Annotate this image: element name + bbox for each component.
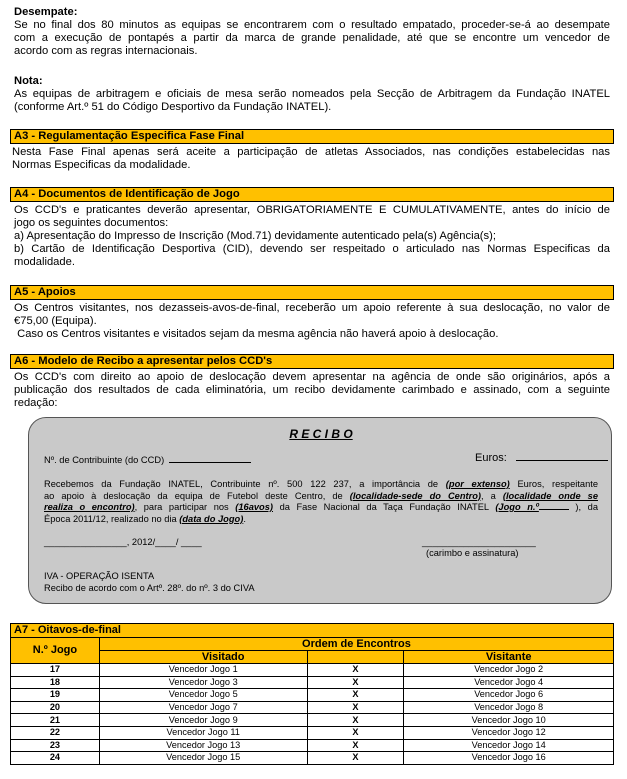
col-x-header bbox=[307, 651, 404, 664]
table-row bbox=[11, 701, 614, 714]
cell-visitado: Vencedor Jogo 7 bbox=[99, 701, 307, 714]
a6-line: redação: bbox=[14, 397, 58, 409]
col-visitado-header: Visitado bbox=[99, 651, 307, 664]
desempate-line: com a execução de pontapés a partir da marca de grande penalidade, até que se encontre um vencedor de bbox=[14, 32, 610, 44]
cell-jogo: 24 bbox=[11, 752, 100, 765]
table-row bbox=[11, 739, 614, 752]
cell-jogo: 22 bbox=[11, 726, 100, 739]
a3-line: Normas Especificas da modalidade. bbox=[12, 159, 191, 171]
cell-visitante: Vencedor Jogo 4 bbox=[404, 676, 614, 689]
cell-visitante: Vencedor Jogo 2 bbox=[404, 664, 614, 677]
receipt-text: , para participar nos bbox=[134, 502, 229, 512]
nota-line: (conforme Art.º 51 do Código Desportivo da Fundação INATEL). bbox=[14, 101, 332, 113]
cell-visitante: Vencedor Jogo 16 bbox=[404, 752, 614, 765]
a6-line: Os CCD's com direito ao apoio de deslocação devem apresentar na agência de onde são originários, após a bbox=[14, 371, 610, 383]
receipt-field-extenso: (por extenso) bbox=[445, 479, 510, 489]
receipt-field-localidade-encontro-end: realiza o encontro) bbox=[44, 502, 135, 512]
nota-title: Nota: bbox=[14, 75, 43, 87]
a6-line: publicação dos resultados de cada eliminatória, um recibo devidamente carimbado e assinado, com a seguinte bbox=[14, 384, 610, 396]
cell-visitante: Vencedor Jogo 8 bbox=[404, 701, 614, 714]
cell-visitado: Vencedor Jogo 15 bbox=[99, 752, 307, 765]
nota-section bbox=[14, 75, 610, 114]
receipt-field-16avos: (16avos) bbox=[235, 502, 273, 512]
receipt-box bbox=[28, 417, 612, 604]
cell-visitado: Vencedor Jogo 5 bbox=[99, 689, 307, 702]
receipt-line-4 bbox=[44, 514, 598, 526]
col-jogo-header: N.º Jogo bbox=[11, 638, 100, 664]
a4-line: a) Apresentação do Impresso de Inscrição (Mod.71) devidamente autenticado pela(s) Agência(s); bbox=[14, 230, 496, 242]
receipt-text: , a bbox=[481, 490, 496, 501]
table-row bbox=[11, 726, 614, 739]
a5-header: A5 - Apoios bbox=[10, 285, 614, 300]
receipt-text: da Fase Nacional da Taça Fundação INATEL bbox=[279, 502, 489, 512]
a4-line: modalidade. bbox=[14, 256, 75, 268]
a4-body bbox=[14, 204, 610, 269]
desempate-section bbox=[14, 6, 610, 58]
contribuinte-blank bbox=[169, 462, 251, 463]
signature-label: (carimbo e assinatura) bbox=[426, 548, 519, 558]
a5-line: Os Centros visitantes, nos dezasseis-avos-de-final, receberão um apoio referente à sua deslocação, no valor de bbox=[14, 302, 610, 314]
iva-line: IVA - OPERAÇÃO ISENTA bbox=[44, 571, 155, 581]
table-row bbox=[11, 689, 614, 702]
receipt-text: Euros, respeitante bbox=[517, 479, 599, 489]
a6-header: A6 - Modelo de Recibo a apresentar pelos CCD's bbox=[10, 354, 614, 369]
receipt-text: ao apoio à deslocação da equipa de Futebol deste Centro, de bbox=[44, 490, 343, 501]
receipt-field-localidade-encontro: (localidade onde se bbox=[502, 490, 598, 501]
cell-visitado: Vencedor Jogo 9 bbox=[99, 714, 307, 727]
cell-x: X bbox=[307, 664, 404, 677]
jogo-blank bbox=[539, 509, 569, 510]
cell-visitado: Vencedor Jogo 11 bbox=[99, 726, 307, 739]
receipt-line-2 bbox=[44, 491, 598, 503]
a5-line: €75,00 (Equipa). bbox=[14, 315, 97, 327]
a6-body bbox=[14, 371, 610, 410]
cell-jogo: 19 bbox=[11, 689, 100, 702]
euros-blank bbox=[516, 460, 608, 461]
a3-line: Nesta Fase Final apenas será aceite a participação de atletas Associados, nas condições estabelecidas nas bbox=[12, 146, 610, 158]
receipt-text: . bbox=[243, 513, 246, 524]
cell-x: X bbox=[307, 726, 404, 739]
receipt-line-3 bbox=[44, 502, 598, 514]
desempate-title: Desempate: bbox=[14, 6, 78, 18]
cell-x: X bbox=[307, 701, 404, 714]
euros-row bbox=[475, 453, 608, 465]
table-row bbox=[11, 676, 614, 689]
cell-jogo: 18 bbox=[11, 676, 100, 689]
cell-visitante: Vencedor Jogo 6 bbox=[404, 689, 614, 702]
cell-x: X bbox=[307, 714, 404, 727]
receipt-text: ), da bbox=[575, 502, 598, 512]
a4-line: b) Cartão de Identificação Desportiva (CID), devendo ser respeitado o articulado nas Normas Especificas da bbox=[14, 243, 610, 255]
table-row bbox=[11, 714, 614, 727]
cell-x: X bbox=[307, 689, 404, 702]
a4-line: jogo os seguintes documentos: bbox=[14, 217, 169, 229]
receipt-text: Recebemos da Fundação INATEL, Contribuinte nº. 500 122 237, a importância de bbox=[44, 479, 439, 489]
table-row bbox=[11, 664, 614, 677]
cell-jogo: 17 bbox=[11, 664, 100, 677]
receipt-text: Época 2011/12, realizado no dia bbox=[44, 513, 177, 524]
contribuinte-label: Nº. de Contribuinte (do CCD) bbox=[44, 455, 165, 465]
cell-visitado: Vencedor Jogo 13 bbox=[99, 739, 307, 752]
cell-visitado: Vencedor Jogo 3 bbox=[99, 676, 307, 689]
receipt-field-data: (data do Jogo) bbox=[179, 513, 244, 524]
euros-label: Euros: bbox=[475, 452, 507, 464]
cell-visitante: Vencedor Jogo 10 bbox=[404, 714, 614, 727]
oitavos-table bbox=[10, 623, 614, 765]
cell-x: X bbox=[307, 739, 404, 752]
civa-line: Recibo de acordo com o Artº. 28º. do nº. 3 do CIVA bbox=[44, 583, 255, 593]
a3-body bbox=[12, 146, 610, 172]
receipt-field-jogo: (Jogo n.º bbox=[495, 502, 539, 512]
col-ordem-header: Ordem de Encontros bbox=[99, 638, 613, 651]
cell-jogo: 21 bbox=[11, 714, 100, 727]
date-line: ________________, 2012/____/ ____ bbox=[44, 537, 202, 547]
cell-visitante: Vencedor Jogo 14 bbox=[404, 739, 614, 752]
col-visitante-header: Visitante bbox=[404, 651, 614, 664]
receipt-line-1 bbox=[44, 479, 598, 491]
cell-jogo: 20 bbox=[11, 701, 100, 714]
cell-visitado: Vencedor Jogo 1 bbox=[99, 664, 307, 677]
cell-jogo: 23 bbox=[11, 739, 100, 752]
a5-line: Caso os Centros visitantes e visitados sejam da mesma agência não haverá apoio à deslocação. bbox=[14, 328, 499, 340]
cell-x: X bbox=[307, 676, 404, 689]
receipt-body bbox=[44, 479, 598, 525]
table-row bbox=[11, 752, 614, 765]
cell-visitante: Vencedor Jogo 12 bbox=[404, 726, 614, 739]
a7-header: A7 - Oitavos-de-final bbox=[11, 624, 614, 638]
receipt-title: R E C I B O bbox=[289, 427, 353, 441]
desempate-line: Se no final dos 80 minutos as equipas se encontrarem com o resultado empatado, proceder-se-á ao desempate bbox=[14, 19, 610, 31]
a3-header: A3 - Regulamentação Especifica Fase Final bbox=[10, 129, 614, 144]
cell-x: X bbox=[307, 752, 404, 765]
receipt-field-localidade-sede: (localidade-sede do Centro) bbox=[349, 490, 482, 501]
desempate-line: acordo com as regras internacionais. bbox=[14, 45, 198, 57]
a5-body bbox=[14, 302, 610, 341]
nota-line: As equipas de arbitragem e oficiais de mesa serão nomeados pela Secção de Arbitragem da Fundação INATEL bbox=[14, 88, 610, 100]
signature-line: ______________________ bbox=[422, 537, 536, 547]
a4-line: Os CCD's e praticantes deverão apresentar, OBRIGATORIAMENTE E CUMULATIVAMENTE, antes do início de bbox=[14, 204, 610, 216]
a4-header: A4 - Documentos de Identificação de Jogo bbox=[10, 187, 614, 202]
contribuinte-row bbox=[44, 455, 251, 467]
